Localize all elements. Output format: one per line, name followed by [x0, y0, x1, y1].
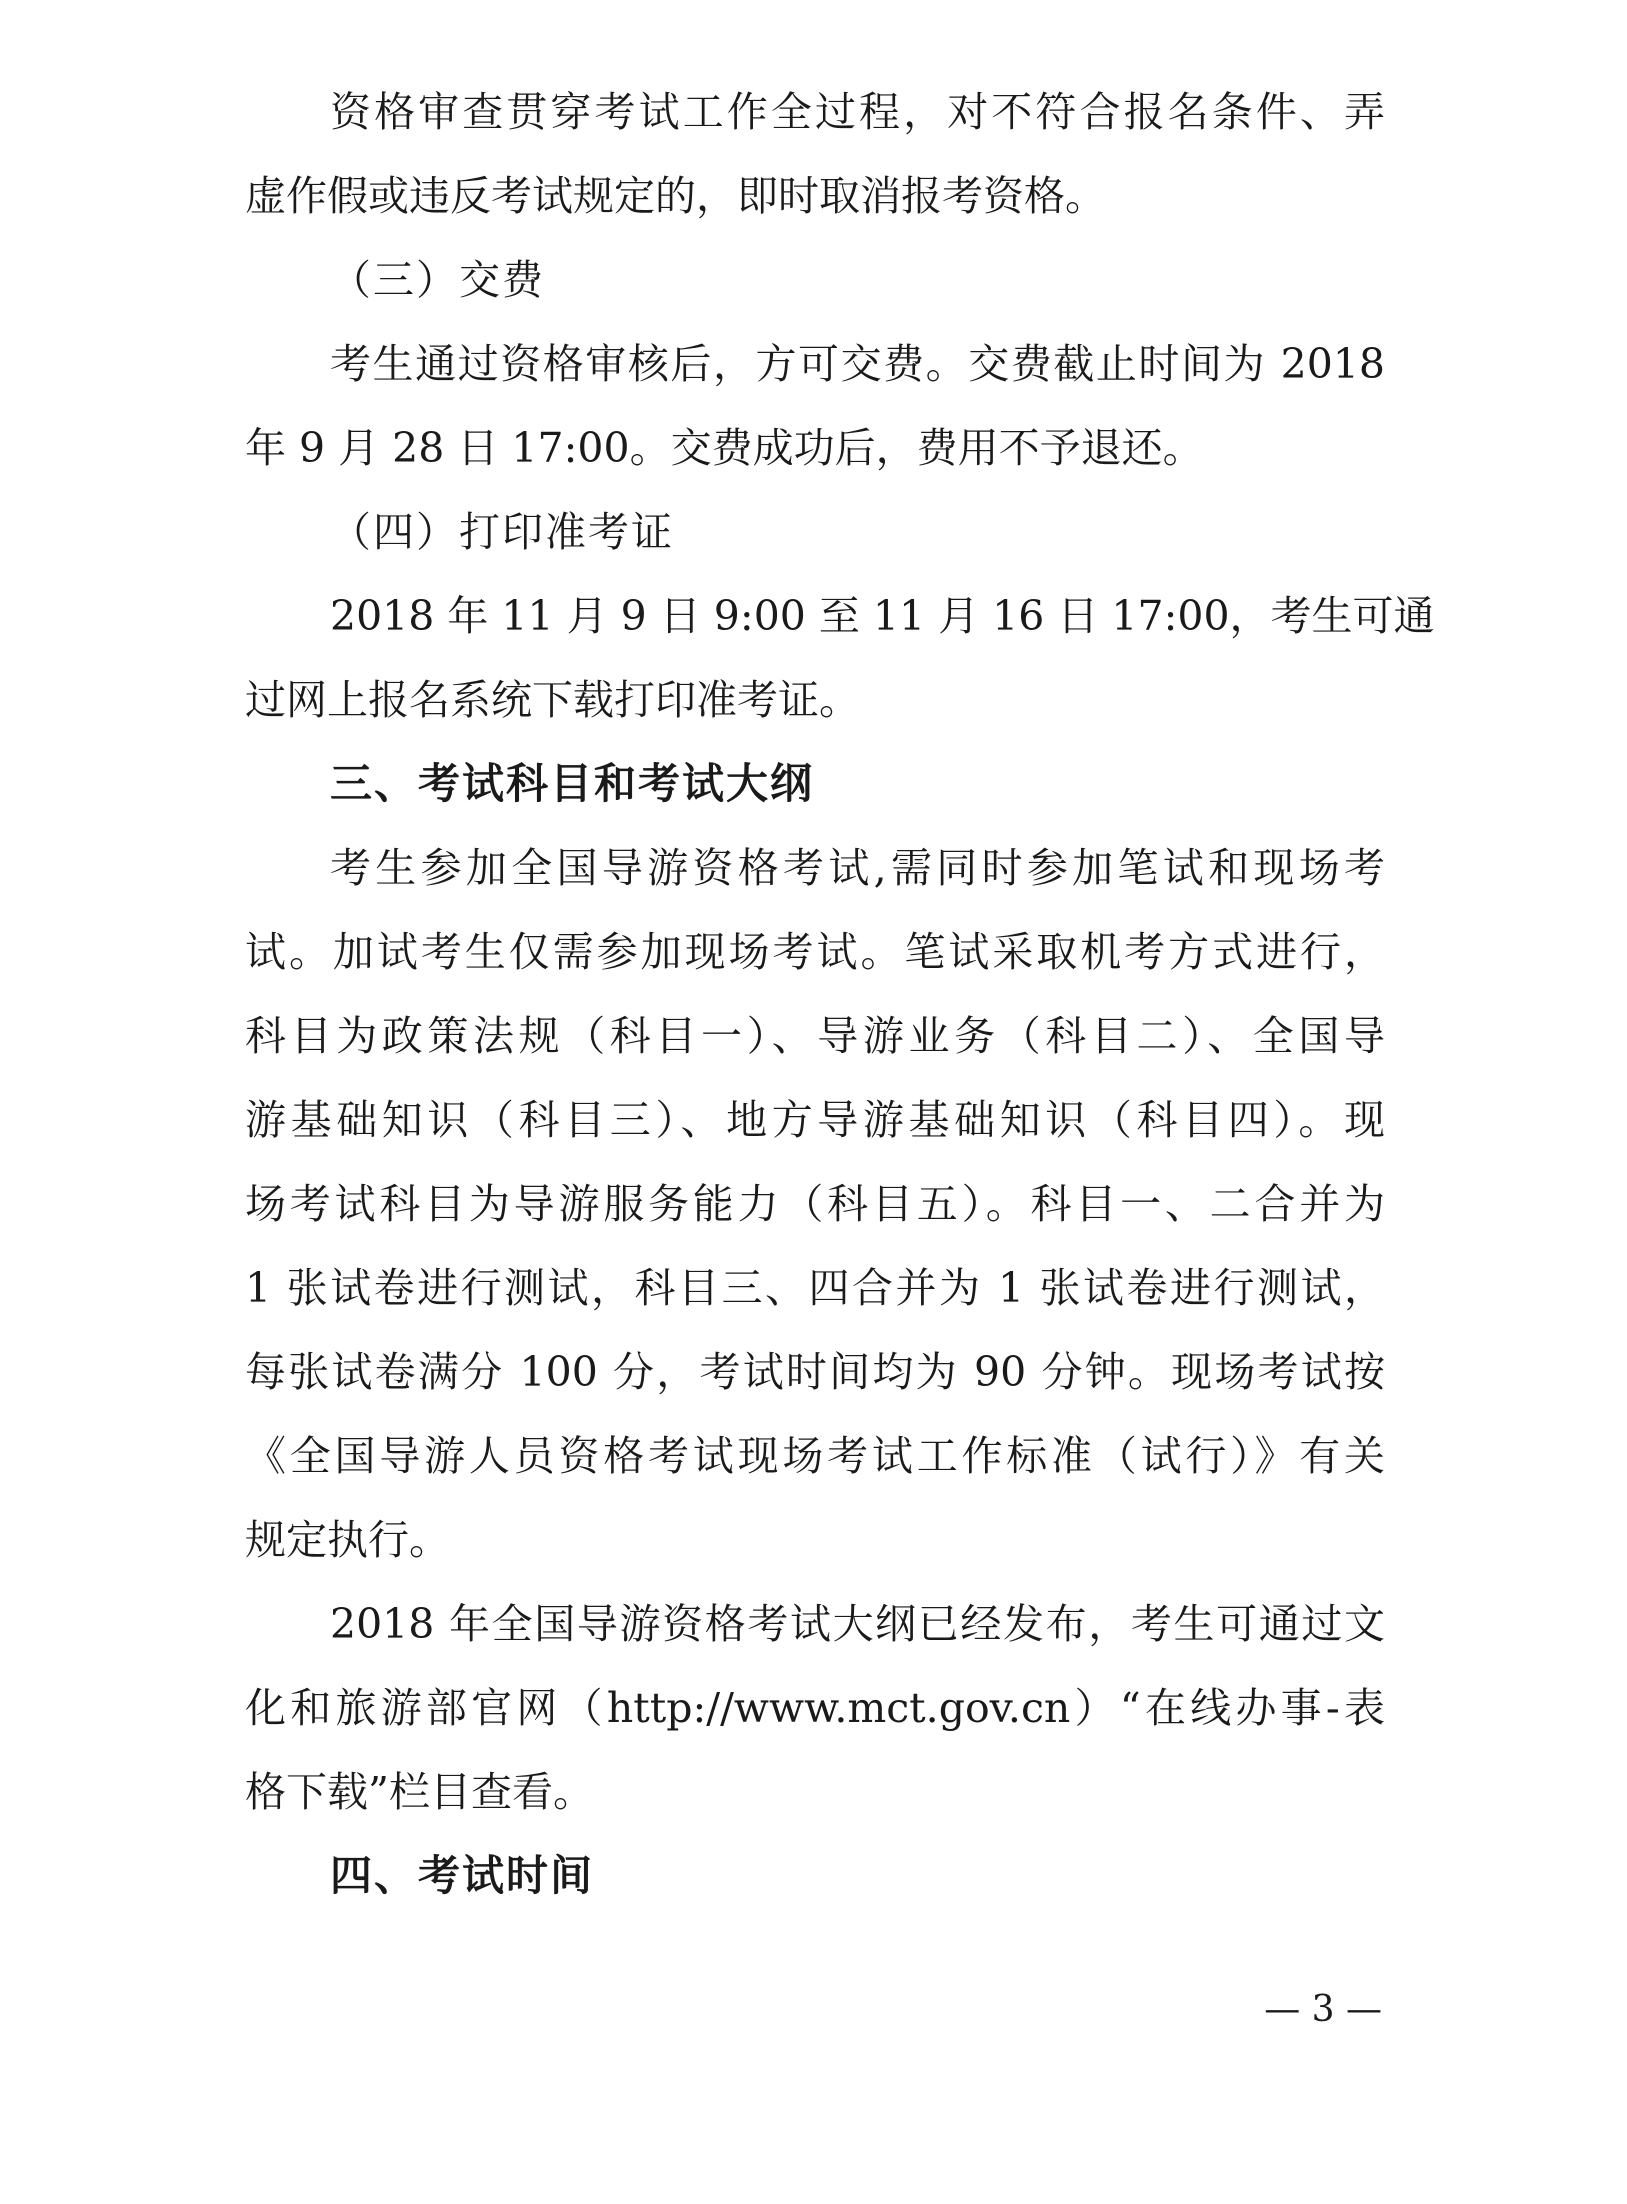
- paragraph-line: 2018 年 11 月 9 日 9:00 至 11 月 16 日 17:00，考生可通: [330, 592, 1435, 640]
- paragraph-line: 游基础知识（科目三）、地方导游基础知识（科目四）。现: [245, 1096, 1385, 1144]
- section-heading: 四、考试时间: [330, 1851, 595, 1900]
- page-number: — 3 —: [1264, 1989, 1382, 2030]
- paragraph-line: 2018 年全国导游资格考试大纲已经发布，考生可通过文: [330, 1600, 1385, 1648]
- paragraph-line: 科目为政策法规（科目一）、导游业务（科目二）、全国导: [245, 1012, 1385, 1060]
- paragraph-line: 考生参加全国导游资格考试,需同时参加笔试和现场考: [330, 844, 1385, 892]
- paragraph-line: 资格审查贯穿考试工作全过程，对不符合报名条件、弄: [330, 88, 1385, 136]
- section-heading: 三、考试科目和考试大纲: [330, 759, 815, 808]
- paragraph-line: 化和旅游部官网（http://www.mct.gov.cn）“在线办事-表: [245, 1684, 1385, 1732]
- section-subheading: （三）交费: [330, 256, 545, 304]
- paragraph-line: 试。加试考生仅需参加现场考试。笔试采取机考方式进行，: [245, 928, 1385, 976]
- paragraph-line: 虚作假或违反考试规定的，即时取消报考资格。: [245, 172, 1106, 220]
- paragraph-line: 过网上报名系统下载打印准考证。: [245, 676, 860, 724]
- paragraph-line: 《全国导游人员资格考试现场考试工作标准（试行）》有关: [245, 1432, 1385, 1480]
- section-subheading: （四）打印准考证: [330, 508, 674, 556]
- paragraph-line: 考生通过资格审核后，方可交费。交费截止时间为 2018: [330, 340, 1385, 388]
- paragraph-line: 1 张试卷进行测试，科目三、四合并为 1 张试卷进行测试，: [245, 1264, 1385, 1312]
- paragraph-line: 每张试卷满分 100 分，考试时间均为 90 分钟。现场考试按: [245, 1348, 1385, 1396]
- paragraph-line: 年 9 月 28 日 17:00。交费成功后，费用不予退还。: [245, 424, 1204, 472]
- paragraph-line: 规定执行。: [245, 1516, 450, 1564]
- paragraph-line: 场考试科目为导游服务能力（科目五）。科目一、二合并为: [245, 1180, 1385, 1228]
- paragraph-line: 格下载”栏目查看。: [245, 1768, 594, 1816]
